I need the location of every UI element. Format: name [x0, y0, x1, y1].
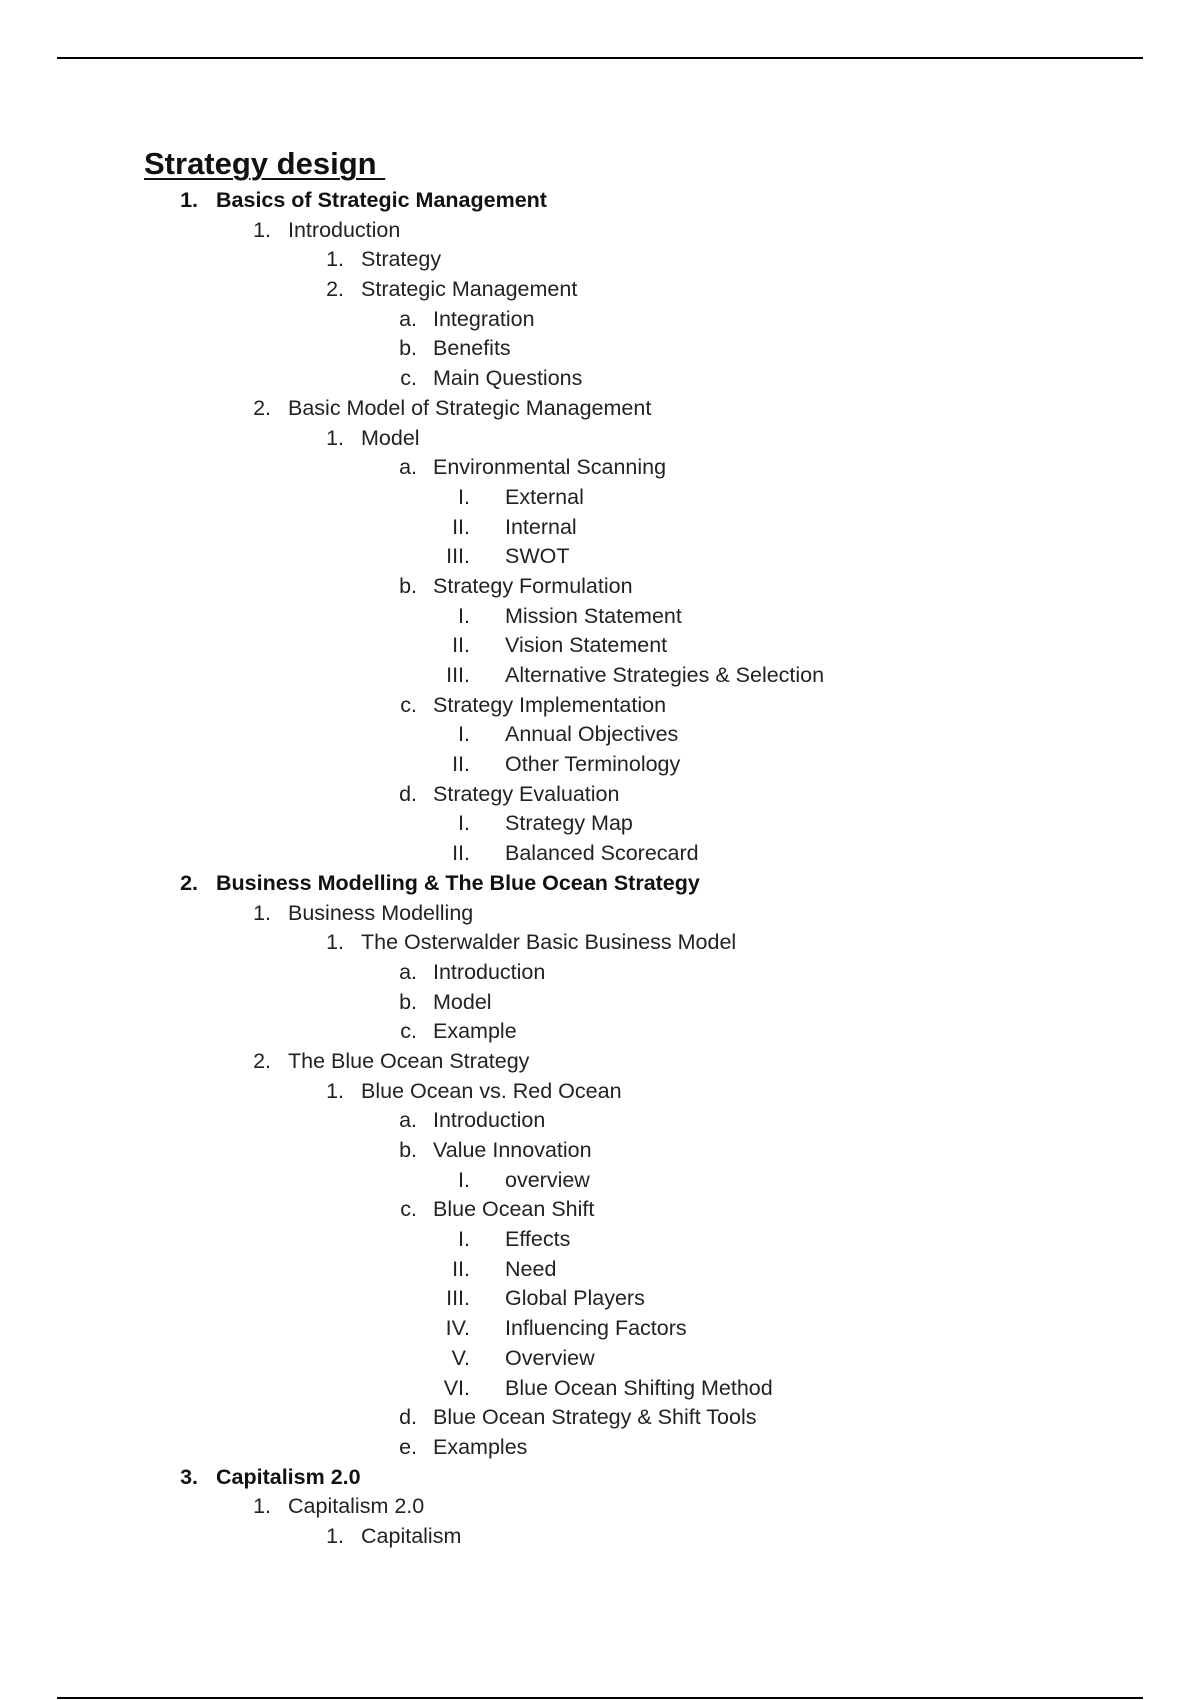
- outline-item: [0, 1108, 1200, 1138]
- outline-item-text: Value Innovation: [433, 1138, 592, 1162]
- outline-item-marker: d.: [399, 781, 417, 806]
- outline-item-text: Other Terminology: [505, 752, 681, 777]
- outline-item-marker: III.: [446, 1286, 470, 1311]
- outline-item-text: Capitalism 2.0: [288, 1494, 425, 1519]
- outline-item-marker: c.: [400, 1019, 417, 1044]
- outline-list: [0, 188, 1200, 1554]
- outline-item-text: Vision Statement: [505, 633, 668, 658]
- outline-item-text: Strategy Implementation: [433, 692, 667, 717]
- outline-item-text: Introduction: [433, 959, 546, 984]
- outline-item: [0, 544, 1200, 574]
- outline-item-text: Strategy Formulation: [433, 573, 633, 598]
- footer-rule: [57, 1697, 1143, 1699]
- outline-item: [0, 1494, 1200, 1524]
- outline-item: [0, 277, 1200, 307]
- outline-item-marker: e.: [399, 1434, 417, 1459]
- document-title: Strategy design: [144, 146, 386, 181]
- outline-item-marker: 1.: [326, 247, 344, 272]
- outline-item: [0, 1286, 1200, 1316]
- outline-item-text: Benefits: [433, 336, 511, 361]
- outline-item-marker: II.: [452, 1256, 470, 1281]
- outline-item-text: Basics of Strategic Management: [216, 188, 547, 212]
- outline-item-marker: 2.: [253, 1048, 271, 1073]
- outline-item-marker: 1.: [326, 930, 344, 955]
- outline-item-marker: II.: [452, 752, 470, 777]
- outline-item-marker: a.: [399, 1108, 417, 1133]
- outline-item-marker: III.: [446, 544, 470, 569]
- outline-item: [0, 426, 1200, 456]
- outline-item-text: Strategic Management: [361, 277, 578, 302]
- outline-item: [0, 722, 1200, 752]
- outline-item: [0, 336, 1200, 366]
- outline-item: [0, 871, 1200, 901]
- outline-item: [0, 752, 1200, 782]
- outline-item-text: Strategy: [361, 247, 442, 272]
- outline-item-text: Balanced Scorecard: [505, 841, 699, 866]
- outline-item-text: Effects: [505, 1227, 571, 1252]
- outline-item-marker: a.: [399, 959, 417, 984]
- outline-item: [0, 1197, 1200, 1227]
- outline-item: [0, 485, 1200, 515]
- outline-item-marker: a.: [399, 306, 417, 331]
- outline-item-marker: III.: [446, 663, 470, 687]
- header-rule: [57, 57, 1143, 59]
- outline-item-marker: b.: [399, 1138, 417, 1162]
- outline-item: [0, 1138, 1200, 1168]
- outline-item: [0, 1435, 1200, 1465]
- outline-item-text: overview: [505, 1167, 590, 1192]
- outline-item-text: Strategy Evaluation: [433, 781, 620, 806]
- outline-item-marker: II.: [452, 633, 470, 658]
- outline-item-text: Main Questions: [433, 366, 583, 391]
- outline-item: [0, 515, 1200, 545]
- outline-item-text: Business Modelling & The Blue Ocean Strategy: [216, 870, 700, 895]
- outline-item: [0, 1316, 1200, 1346]
- outline-item-marker: 1.: [253, 217, 271, 242]
- outline-item: [0, 604, 1200, 634]
- outline-item-marker: b.: [399, 573, 417, 598]
- outline-item-text: Overview: [505, 1345, 595, 1370]
- outline-item: [0, 1346, 1200, 1376]
- outline-item: [0, 841, 1200, 871]
- outline-item-text: Mission Statement: [505, 603, 682, 628]
- outline-item-text: Blue Ocean Shift: [433, 1197, 595, 1222]
- outline-item-text: The Osterwalder Basic Business Model: [361, 930, 737, 955]
- outline-item-text: Capitalism: [361, 1523, 462, 1548]
- outline-item-marker: 1.: [180, 188, 198, 212]
- outline-item-text: Environmental Scanning: [433, 455, 667, 480]
- outline-item-text: Need: [505, 1256, 557, 1281]
- outline-item: [0, 247, 1200, 277]
- outline-item-marker: II.: [452, 841, 470, 866]
- outline-item-text: Model: [361, 425, 420, 450]
- outline-item-text: Blue Ocean vs. Red Ocean: [361, 1078, 622, 1103]
- outline-item-text: Integration: [433, 306, 535, 331]
- outline-item: [0, 574, 1200, 604]
- outline-item: [0, 218, 1200, 248]
- outline-item-marker: c.: [400, 366, 417, 391]
- outline-item-marker: 2.: [326, 277, 344, 302]
- outline-item-text: The Blue Ocean Strategy: [288, 1048, 530, 1073]
- outline-item: [0, 693, 1200, 723]
- outline-item-text: Blue Ocean Strategy & Shift Tools: [433, 1405, 757, 1430]
- outline-item: [0, 1257, 1200, 1287]
- outline-item: [0, 396, 1200, 426]
- outline-item: [0, 1227, 1200, 1257]
- outline-item-marker: 3.: [180, 1464, 198, 1489]
- outline-item-text: SWOT: [505, 544, 570, 569]
- outline-item-marker: 1.: [253, 1494, 271, 1519]
- outline-item: [0, 366, 1200, 396]
- outline-item: [0, 1465, 1200, 1495]
- outline-item-text: Basic Model of Strategic Management: [288, 395, 652, 420]
- outline-item-marker: I.: [458, 1227, 470, 1252]
- outline-item-text: Strategy Map: [505, 811, 633, 836]
- outline-item: [0, 1405, 1200, 1435]
- outline-item-text: Alternative Strategies & Selection: [505, 663, 825, 687]
- outline-item-marker: 1.: [326, 1523, 344, 1548]
- outline-item-marker: d.: [399, 1405, 417, 1430]
- outline-item: [0, 811, 1200, 841]
- outline-item-text: Example: [433, 1019, 517, 1044]
- outline-item: [0, 1079, 1200, 1109]
- outline-item-marker: I.: [458, 811, 470, 836]
- outline-item-marker: a.: [399, 455, 417, 480]
- outline-item: [0, 188, 1200, 218]
- outline-item-text: Global Players: [505, 1286, 645, 1311]
- outline-item-text: Model: [433, 989, 492, 1014]
- outline-item-marker: VI.: [443, 1375, 470, 1400]
- outline-item-text: Business Modelling: [288, 900, 474, 925]
- outline-item: [0, 960, 1200, 990]
- outline-item-marker: I.: [458, 1167, 470, 1192]
- outline-item-marker: b.: [399, 989, 417, 1014]
- outline-item-text: Introduction: [433, 1108, 546, 1133]
- outline-item: [0, 1019, 1200, 1049]
- outline-item-marker: 2.: [180, 870, 198, 895]
- outline-item: [0, 901, 1200, 931]
- outline-item: [0, 930, 1200, 960]
- outline-item-text: Blue Ocean Shifting Method: [505, 1375, 773, 1400]
- outline-item: [0, 455, 1200, 485]
- outline-item: [0, 307, 1200, 337]
- outline-item-text: Examples: [433, 1434, 528, 1459]
- outline-item-text: Introduction: [288, 217, 401, 242]
- outline-item: [0, 663, 1200, 693]
- outline-item-marker: 2.: [253, 395, 271, 420]
- outline-item-marker: 1.: [326, 425, 344, 450]
- outline-item-marker: b.: [399, 336, 417, 361]
- outline-item-text: Annual Objectives: [505, 722, 679, 747]
- outline-item-marker: I.: [458, 484, 470, 509]
- outline-item-text: External: [505, 484, 584, 509]
- outline-item: [0, 633, 1200, 663]
- outline-item: [0, 782, 1200, 812]
- outline-item-marker: 1.: [253, 900, 271, 925]
- outline-item-marker: I.: [458, 603, 470, 628]
- outline-item: [0, 1524, 1200, 1554]
- outline-item: [0, 1376, 1200, 1406]
- outline-item-text: Influencing Factors: [505, 1316, 687, 1341]
- outline-item-marker: 1.: [326, 1078, 344, 1103]
- outline-item-text: Internal: [505, 514, 577, 539]
- outline-item: [0, 1168, 1200, 1198]
- outline-item-marker: I.: [458, 722, 470, 747]
- outline-item-marker: c.: [400, 692, 417, 717]
- outline-item-marker: II.: [452, 514, 470, 539]
- outline-item-marker: IV.: [445, 1316, 470, 1341]
- outline-item: [0, 990, 1200, 1020]
- outline-item-marker: c.: [400, 1197, 417, 1222]
- outline-item-marker: V.: [451, 1345, 470, 1370]
- outline-item-text: Capitalism 2.0: [216, 1464, 361, 1489]
- outline-item: [0, 1049, 1200, 1079]
